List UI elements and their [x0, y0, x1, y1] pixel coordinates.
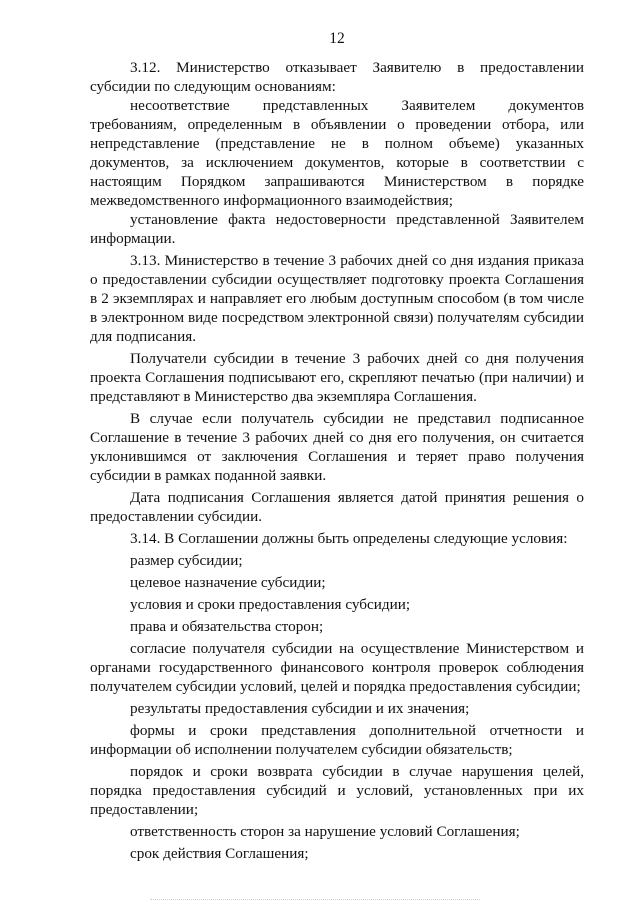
- list-item: результаты предоставления субсидии и их значения;: [130, 700, 470, 717]
- list-item: ответственность сторон за нарушение условий Соглашения;: [130, 823, 520, 840]
- list-item: размер субсидии;: [130, 552, 243, 569]
- document-body: [90, 58, 584, 863]
- paragraph-3-12: 3.12. Министерство отказывает Заявителю в предоставлении субсидии по следующим основаниям:: [90, 59, 584, 95]
- paragraph: В случае если получатель субсидии не представил подписанное Соглашение в течение 3 рабочих дней со дня его получения, он считается уклонившимся от заключения Соглашения и теряет право получения субсидии в рамках поданной заявки.: [90, 410, 584, 484]
- list-item: целевое назначение субсидии;: [130, 574, 326, 591]
- page-number: 12: [329, 30, 345, 47]
- list-item: условия и сроки предоставления субсидии;: [130, 596, 411, 613]
- list-item: срок действия Соглашения;: [130, 845, 309, 862]
- paragraph: установление факта недостоверности представленной Заявителем информации.: [90, 211, 584, 247]
- list-item: формы и сроки представления дополнительной отчетности и информации об исполнении получателем субсидии обязательств;: [90, 722, 584, 758]
- paragraph: Дата подписания Соглашения является датой принятия решения о предоставлении субсидии.: [90, 489, 584, 525]
- paragraph-3-13: 3.13. Министерство в течение 3 рабочих дней со дня издания приказа о предоставлении субсидии осуществляет подготовку проекта Соглашения в 2 экземплярах и направляет его любым доступным способом (в том числе в электронном виде посредством электронной связи) получателям субсидии для подписания.: [90, 252, 584, 345]
- paragraph: Получатели субсидии в течение 3 рабочих дней со дня получения проекта Соглашения подписывают его, скрепляют печатью (при наличии) и представляют в Министерство два экземпляра Соглашения.: [90, 350, 584, 405]
- paragraph: несоответствие представленных Заявителем документов требованиям, определенным в объявлении о проведении отбора, или непредставление (представление не в полном объеме) указанных документов, за исключением документов, которые в соответствии с настоящим Порядком запрашиваются Министерством в порядке межведомственного информационного взаимодействия;: [90, 97, 584, 209]
- paragraph-3-14: 3.14. В Соглашении должны быть определены следующие условия:: [130, 530, 568, 547]
- scan-artifact-line: [150, 899, 480, 901]
- list-item: согласие получателя субсидии на осуществление Министерством и органами государственного финансового контроля проверок соблюдения получателем субсидии условий, целей и порядка предоставления субсидии;: [90, 640, 584, 695]
- list-item: порядок и сроки возврата субсидии в случае нарушения целей, порядка предоставления субсидий и условий, установленных при их предоставлении;: [90, 763, 584, 818]
- list-item: права и обязательства сторон;: [130, 618, 324, 635]
